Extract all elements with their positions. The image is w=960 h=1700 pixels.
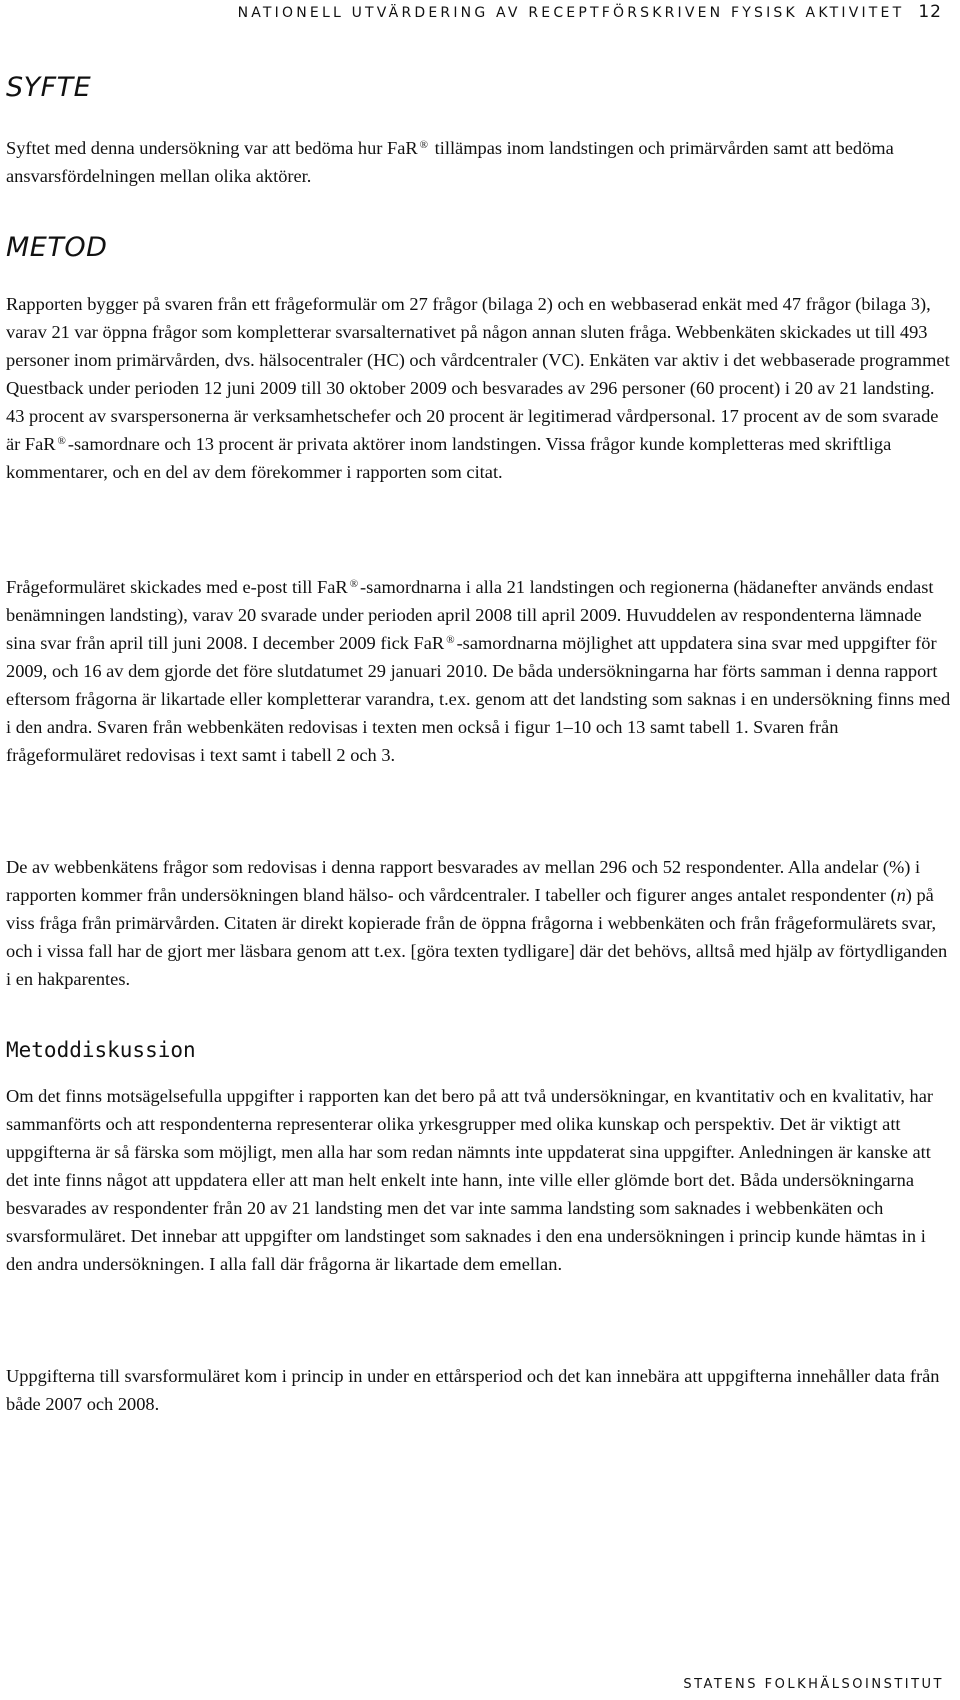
paragraph-syfte: Syftet med denna undersökning var att bedöma hur FaR ® tillämpas inom landstingen och primärvården samt att bedöma ansvarsfördelningen mellan olika aktörer.	[6, 138, 894, 186]
paragraph-metod-2: Frågeformuläret skickades med e-post till FaR ® -samordnarna i alla 21 landstingen och regionerna (hädanefter används endast benämningen landsting), varav 20 svarade under perioden april 2008 till april 2009. Huvuddelen av respondenterna lämnade sina svar från april till juni 2008. I december 2009 fick FaR ® -samordnarna möjlighet att uppdatera sina svar med uppgifter för 2009, och 16 av dem gjorde det före slutdatumet 29 januari 2010. De båda undersökningarna har förts samman i denna rapport eftersom frågorna är likartade eller kompletterar varandra, t.ex. genom att det landsting som saknas i en undersökning finns med i den andra. Svaren från webbenkäten redovisas i texten men också i figur 1–10 och 13 samt tabell 1. Svaren från frågeformuläret redovisas i text samt i tabell 2 och 3.	[6, 577, 951, 765]
registered-mark: ®	[349, 578, 359, 590]
paragraph-metod-3: De av webbenkätens frågor som redovisas i denna rapport besvarades av mellan 296 och 52 respondenter. Alla andelar (%) i rapporten kommer från undersökningen bland hälso- och vårdcentraler. I tabeller och figurer anges antalet respondenter (n) på viss fråga från primärvården. Citaten är direkt kopierade från de öppna frågorna i webbenkäten och från frågeformulärets svar, och i vissa fall har de gjort mer läsbara genom att t.ex. [göra texten tydligare] där det behövs, alltså med hjälp av förtydliganden i en hakparentes.	[6, 857, 948, 989]
registered-mark: ®	[57, 435, 66, 447]
heading-syfte: SYFTE	[6, 72, 92, 103]
page-number: 12	[918, 2, 942, 22]
footer-publisher: STATENS FOLKHÄLSOINSTITUT	[683, 1677, 944, 1692]
heading-metod: METOD	[6, 232, 108, 263]
paragraph-metod-1: Rapporten bygger på svaren från ett frågeformulär om 27 frågor (bilaga 2) och en webbaserad enkät med 47 frågor (bilaga 3), varav 21 var öppna frågor som kompletterar svarsalternativet på någon annan sluten fråga. Webbenkäten skickades ut till 493 personer inom primärvården, dvs. hälsocentraler (HC) och vårdcentraler (VC). Enkäten var aktiv i det webbaserade programmet Questback under perioden 12 juni 2009 till 30 oktober 2009 och besvarades av 296 personer (60 procent) i 20 av 21 landsting. 43 procent av svarspersonerna är verksamhetschefer och 20 procent är legitimerad vårdpersonal. 17 procent av de som svarade är FaR ® -samordnare och 13 procent är privata aktörer inom landstingen. Vissa frågor kunde kompletteras med skriftliga kommentarer, och en del av dem förekommer i rapporten som citat.	[6, 294, 950, 482]
paragraph-metoddiskussion-1: Om det finns motsägelsefulla uppgifter i rapporten kan det bero på att två undersökningar, en kvantitativ och en kvalitativ, har sammanförts och att respondenterna representerar olika yrkesgrupper med olika kunskap och perspektiv. Det är viktigt att uppgifterna är så färska som möjligt, men alla har som redan nämnts inte uppdaterat sina uppgifter. Anledningen är kanske att det inte finns något att uppdatera eller att man helt enkelt inte hann, inte ville eller glömde bort det. Båda undersökningarna besvarades av respondenter från 20 av 21 landsting men det var inte samma landsting som saknades i webbenkäten och svarsformuläret. Det innebar att uppgifter om landstinget som saknades i den ena undersökningen i princip kunde hämtas in i den andra undersökningen. I alla fall där frågorna är likartade dem emellan.	[6, 1086, 934, 1274]
paragraph-metoddiskussion-2: Uppgifterna till svarsformuläret kom i princip in under en ettårsperiod och det kan innebära att uppgifterna innehåller data från både 2007 och 2008.	[6, 1366, 940, 1414]
n-symbol: n	[896, 885, 906, 905]
running-header	[238, 2, 942, 22]
heading-metoddiskussion: Metoddiskussion	[6, 1038, 196, 1062]
registered-mark: ®	[419, 139, 429, 151]
running-title: NATIONELL UTVÄRDERING AV RECEPTFÖRSKRIVEN FYSISK AKTIVITET	[237, 5, 905, 21]
registered-mark: ®	[446, 634, 455, 646]
